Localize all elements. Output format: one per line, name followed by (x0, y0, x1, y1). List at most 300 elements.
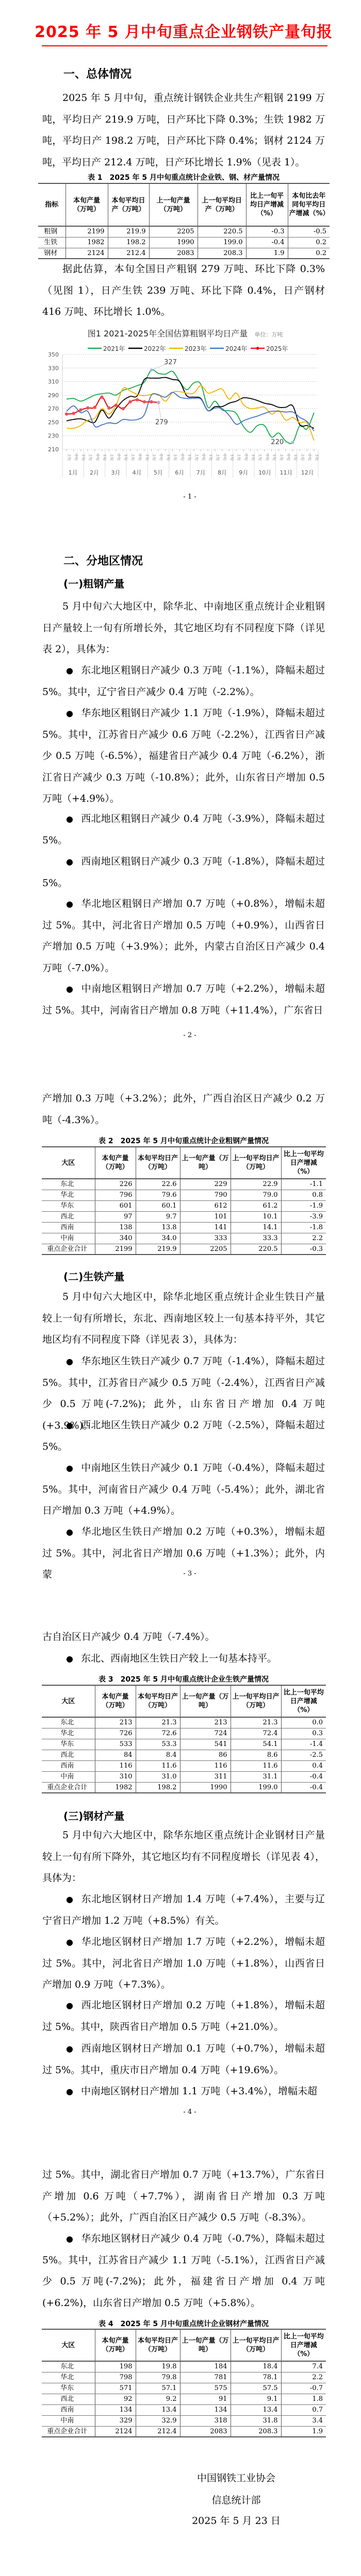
column-header: 本旬平均日产（万吨） (136, 1147, 180, 1179)
steel-bullet-central-south-cont: 过 5%。其中，湖北省日产增加 0.7 万吨（+13.7%），广东省日产增加 0.6 万吨（+7.7%），湖南省日产增加 0.3 万吨（+5.2%）；此外，广西自治区日产减少 0.5 万吨（-8.3%）。 (42, 2169, 325, 2223)
y-tick-label: 290 (48, 392, 59, 399)
table-header-row (42, 1147, 326, 1179)
x-tick-label: 中旬 (265, 453, 269, 461)
value-cell: 2205 (149, 226, 198, 237)
data-point (72, 412, 75, 415)
table-header-row (42, 2329, 326, 2361)
value-cell: 72.4 (231, 1728, 281, 1739)
value-cell: 10.1 (231, 1211, 281, 1222)
bullet-icon (66, 1889, 81, 1910)
value-cell: 0.8 (281, 1190, 326, 1200)
signature-date: 2025 年 5 月 23 日 (192, 2515, 281, 2527)
bullet-icon (66, 1521, 81, 1543)
chart-title: 图1 2021-2025年全国估算粗钢平均日产量 (87, 329, 248, 338)
value-cell: 1990 (149, 237, 198, 248)
bullet-icon (66, 1458, 81, 1479)
bullet-text: 华北地区生铁日产增加 0.2 万吨（+0.3%），增幅未超过 5%。其中，河北省日产增加 0.6 万吨（+1.3%）；此外，内蒙 (42, 1526, 325, 1580)
bullet-icon (66, 1648, 81, 1670)
legend-label: 2024年 (225, 345, 248, 352)
title-divider (42, 45, 327, 46)
row-label-cell: 华北 (42, 2372, 95, 2383)
table4-caption: 表 4 2025 年 5 月中旬重点统计企业钢材产量情况 (99, 2320, 269, 2328)
value-cell: 79.6 (136, 1190, 180, 1200)
value-cell: -0.5 (288, 226, 330, 237)
bullet-text: 西北地区粗钢日产减少 0.4 万吨（-3.9%），降幅未超过 5%。 (42, 813, 325, 846)
value-cell: 220.5 (231, 1244, 281, 1255)
value-cell: 14.1 (231, 1222, 281, 1233)
annotation-point (291, 441, 294, 444)
value-cell: 1982 (95, 1782, 136, 1793)
x-tick-label: 中旬 (201, 453, 206, 461)
value-cell: 97 (95, 1211, 136, 1222)
column-header: 上一旬产量（万吨） (180, 2329, 231, 2361)
row-label-cell: 中南 (42, 2415, 95, 2426)
crude-bullet-north (42, 893, 325, 979)
value-cell: 318 (180, 2415, 231, 2426)
iron-intro: 5 月中旬六大地区中，除华北地区重点统计企业生铁日产量较上一旬有所增长，东北、西南地区较上一旬基本持平外，其它地区均有不同程度下降（详见表 3），具体为： (42, 1291, 325, 1345)
data-point (93, 405, 96, 409)
value-cell: 19.8 (136, 2361, 180, 2372)
bullet-text: 东北地区粗钢日产减少 0.3 万吨（-1.1%），降幅未超过 5%。其中，辽宁省日产减少 0.4 万吨（-2.2%）。 (42, 665, 325, 698)
crude-bullet-east (42, 703, 325, 810)
value-cell: 53.3 (136, 1739, 180, 1750)
value-cell: 198.2 (108, 237, 149, 248)
table-row (42, 1750, 326, 1760)
column-header: 比上一旬平均日产增减（%） (281, 1685, 326, 1717)
table-row (42, 2404, 326, 2415)
row-label-cell: 华东 (42, 1200, 95, 1211)
column-header: 本旬比去年同旬平均日产增减（%） (288, 183, 330, 226)
crude-steel-daily-output-chart (0, 319, 361, 484)
overview-paragraph: 2025 年 5 月中旬，重点统计钢铁企业共生产粗钢 2199 万吨，平均日产 219.9 万吨，日产环比下降 0.3%；生铁 1982 万吨，平均日产 198.2 万吨，日产环比下降 0.4%；钢材 2124 万吨，平均日产 212.4 万吨，日产环比增长 1.9%（见表 1）。 (42, 92, 325, 168)
table-row (42, 1782, 326, 1793)
data-point (121, 407, 124, 410)
row-label-cell: 中南 (42, 1233, 95, 1244)
value-cell: 13.4 (136, 2404, 180, 2415)
table3-caption: 表 3 2025 年 5 月中旬重点统计企业生铁产量情况 (99, 1675, 269, 1684)
x-tick-label: 中旬 (95, 453, 100, 461)
value-cell: 612 (180, 1200, 231, 1211)
x-tick-label: 下旬 (166, 453, 170, 461)
data-point (79, 409, 82, 412)
annotation-point (157, 401, 160, 404)
row-label-cell: 钢材 (38, 248, 65, 259)
value-cell: 72.6 (136, 1728, 180, 1739)
section-heading-regional: 二、分地区情况 (63, 555, 143, 568)
value-cell: 11.6 (231, 1760, 281, 1771)
bullet-text: 中南地区粗钢日产增加 0.7 万吨（+2.2%），增幅未超过 5%。其中，河南省日产增加 0.8 万吨（+11.4%），广东省日 (42, 983, 325, 1016)
value-cell: 2083 (149, 248, 198, 259)
table2-caption: 表 2 2025 年 5 月中旬重点统计企业粗钢产量情况 (99, 1137, 269, 1145)
value-cell: -0.3 (246, 226, 288, 237)
value-cell: 533 (95, 1739, 136, 1750)
value-cell: 2124 (65, 248, 108, 259)
x-tick-label: 下旬 (187, 453, 192, 461)
value-cell: 198 (95, 2361, 136, 2372)
x-tick-label: 下旬 (272, 453, 276, 461)
table-row (42, 1179, 326, 1190)
annotation-leader (158, 402, 161, 418)
value-cell: 213 (95, 1717, 136, 1728)
x-tick-label: 下旬 (314, 453, 319, 461)
value-cell: 0.2 (288, 237, 330, 248)
value-cell: 0.4 (281, 1760, 326, 1771)
subheading-steel-products: (三)钢材产量 (63, 1810, 125, 1822)
column-header: 本旬产量（万吨） (95, 1147, 136, 1179)
annotation-label: 327 (164, 359, 177, 367)
value-cell: 575 (180, 2383, 231, 2394)
bullet-icon (66, 660, 81, 682)
table-overall-output (38, 183, 330, 259)
x-tick-label: 中旬 (116, 453, 121, 461)
annotation-point (150, 368, 153, 371)
value-cell: 21.3 (136, 1717, 180, 1728)
column-header: 上一旬平均日产（万吨） (231, 1147, 281, 1179)
value-cell: 541 (180, 1739, 231, 1750)
bullet-text: 西南地区粗钢日产减少 0.3 万吨（-1.8%），降幅未超过 5%。 (42, 856, 325, 889)
value-cell: 229 (180, 1179, 231, 1190)
x-tick-label: 上旬 (173, 453, 177, 461)
bullet-text: 西北地区生铁日产减少 0.2 万吨（-2.5%），降幅未超过 5%。 (42, 1419, 325, 1452)
table-row (42, 2415, 326, 2426)
x-tick-label: 上旬 (215, 453, 220, 461)
value-cell: 9.7 (136, 1211, 180, 1222)
table1-caption: 表 1 2025 年 5 月中旬重点统计企业铁、钢、材产量情况 (88, 174, 280, 182)
table-row (42, 2361, 326, 2372)
value-cell: 79.0 (231, 1190, 281, 1200)
row-label-cell: 东北 (42, 1179, 95, 1190)
x-tick-label: 中旬 (286, 453, 291, 461)
x-tick-label: 中旬 (159, 453, 163, 461)
y-tick-label: 330 (48, 365, 59, 372)
value-cell: 798 (95, 2372, 136, 2383)
value-cell: 7.4 (281, 2361, 326, 2372)
data-point (107, 406, 110, 410)
value-cell: 2199 (95, 1244, 136, 1255)
value-cell: 2.2 (281, 1233, 326, 1244)
row-label-cell: 华北 (42, 1190, 95, 1200)
iron-bullet-north-cont: 古自治区日产减少 0.4 万吨（-7.4%）。 (42, 1631, 215, 1642)
value-cell: 11.6 (136, 1760, 180, 1771)
x-tick-label: 中旬 (222, 453, 227, 461)
month-label: 2月 (89, 469, 99, 476)
legend-label: 2022年 (144, 345, 166, 352)
value-cell: 199.0 (231, 1782, 281, 1793)
report-title: 2025 年 5 月中旬重点企业钢铁产量旬报 (35, 23, 333, 41)
value-cell: 213 (180, 1717, 231, 1728)
row-label-cell: 重点企业合计 (42, 2426, 95, 2437)
value-cell: 60.1 (136, 1200, 180, 1211)
table-row (42, 2426, 326, 2437)
crude-bullet-central-south (42, 978, 325, 1021)
value-cell: 208.3 (198, 248, 246, 259)
bullet-icon (66, 1415, 81, 1436)
value-cell: 726 (95, 1728, 136, 1739)
month-label: 11月 (280, 469, 293, 476)
value-cell: 138 (95, 1222, 136, 1233)
x-tick-label: 中旬 (307, 453, 312, 461)
row-label-cell: 中南 (42, 1771, 95, 1782)
row-label-cell: 西北 (42, 1750, 95, 1760)
row-label-cell: 西南 (42, 1760, 95, 1771)
table-header-row (42, 1685, 326, 1717)
bullet-icon (66, 2228, 81, 2250)
steel-bullet-northeast (42, 1889, 325, 1931)
x-tick-label: 上旬 (194, 453, 199, 461)
bullet-text: 华北地区钢材日产增加 1.7 万吨（+2.2%），增幅未超过 5%。其中，河北省日产增加 1.0 万吨（+1.8%），山西省日产增加 0.9 万吨（+7.3%）。 (42, 1936, 325, 1990)
bullet-icon (66, 703, 81, 724)
y-tick-label: 210 (48, 446, 59, 453)
value-cell: 1982 (65, 237, 108, 248)
bullet-text: 西南地区钢材日产增加 0.1 万吨（+0.7%），增幅未超过 5%。其中，重庆市日产增加 0.4 万吨（+19.6%）。 (42, 2043, 325, 2076)
page-number: - 3 - (183, 1570, 196, 1578)
row-label-cell: 东北 (42, 1717, 95, 1728)
value-cell: 57.5 (231, 2383, 281, 2394)
legend-label: 2025年 (266, 345, 288, 352)
table-pig-iron-by-region (42, 1685, 326, 1793)
value-cell: 1.8 (281, 2394, 326, 2404)
x-tick-label: 下旬 (229, 453, 234, 461)
value-cell: 33.3 (231, 1233, 281, 1244)
column-header: 上一旬平均日产（万吨） (231, 1685, 281, 1717)
value-cell: 84 (95, 1750, 136, 1760)
bullet-text: 西北地区钢材日产增加 0.2 万吨（+1.8%），增幅未超过 5%。其中，陕西省日产增加 0.5 万吨（+21.0%）。 (42, 1999, 325, 2032)
value-cell: 2199 (65, 226, 108, 237)
value-cell: 2.2 (281, 2372, 326, 2383)
month-label: 12月 (301, 469, 314, 476)
table-row (42, 1728, 326, 1739)
value-cell: 212.4 (108, 248, 149, 259)
bullet-icon (66, 2081, 81, 2103)
row-label-cell: 华北 (42, 1728, 95, 1739)
x-tick-label: 下旬 (144, 453, 149, 461)
data-point (114, 403, 118, 406)
value-cell: 310 (95, 1771, 136, 1782)
column-header: 本旬平均日产（万吨） (136, 2329, 180, 2361)
column-header: 本旬产量（万吨） (95, 1685, 136, 1717)
bullet-text: 华东地区生铁日产减少 0.7 万吨（-1.4%），降幅未超过 5%。其中，江苏省日产减少 0.5 万吨（-2.4%），江西省日产减少 0.5 万吨(-7.2%)；此外，山东省日产增加 0.4 万吨(+3.9%)。 (42, 1355, 325, 1431)
value-cell: 2083 (180, 2426, 231, 2437)
value-cell: -1.4 (281, 1739, 326, 1750)
value-cell: 724 (180, 1728, 231, 1739)
page-number: - 2 - (183, 1031, 196, 1039)
table-row (42, 1190, 326, 1200)
x-tick-label: 中旬 (74, 453, 78, 461)
steel-intro: 5 月中旬六大地区中，除华东地区重点统计企业钢材日产量较上一旬有所下降外，其它地区均有不同程度增长（详见表 4），具体为： (42, 1829, 325, 1884)
value-cell: 199.0 (198, 237, 246, 248)
value-cell: 22.9 (231, 1179, 281, 1190)
value-cell: 226 (95, 1179, 136, 1190)
table-row (42, 1222, 326, 1233)
column-header: 比上一旬平均日产增减（%） (281, 1147, 326, 1179)
value-cell: 134 (95, 2404, 136, 2415)
legend-label: 2021年 (103, 345, 125, 352)
x-tick-label: 上旬 (67, 453, 71, 461)
steel-bullet-north (42, 1931, 325, 1996)
table-row (42, 1211, 326, 1222)
value-cell: 2124 (95, 2426, 136, 2437)
x-tick-label: 中旬 (180, 453, 185, 461)
value-cell: 1.9 (281, 2426, 326, 2437)
month-label: 10月 (258, 469, 272, 476)
value-cell: 78.1 (231, 2372, 281, 2383)
value-cell: 21.3 (231, 1717, 281, 1728)
row-label-cell: 华东 (42, 2383, 95, 2394)
table-row (42, 2372, 326, 2383)
x-tick-label: 上旬 (88, 453, 93, 461)
month-label: 5月 (153, 469, 163, 476)
section-heading-overview: 一、总体情况 (63, 68, 132, 81)
value-cell: 79.8 (136, 2372, 180, 2383)
value-cell: 86 (180, 1750, 231, 1760)
value-cell: 116 (180, 1760, 231, 1771)
x-tick-label: 下旬 (208, 453, 213, 461)
y-tick-label: 270 (48, 405, 59, 413)
x-tick-label: 下旬 (123, 453, 128, 461)
value-cell: 1990 (180, 1782, 231, 1793)
value-cell: 8.6 (231, 1750, 281, 1760)
table-row (42, 1760, 326, 1771)
series-line-2022年 (67, 378, 314, 429)
iron-bullet-central-south (42, 1458, 325, 1522)
value-cell: 601 (95, 1200, 136, 1211)
value-cell: 340 (95, 1233, 136, 1244)
month-label: 7月 (196, 469, 206, 476)
bullet-icon (66, 1351, 81, 1372)
value-cell: 2205 (180, 1244, 231, 1255)
value-cell: -2.5 (281, 1750, 326, 1760)
value-cell: 22.6 (136, 1179, 180, 1190)
value-cell: 134 (180, 2404, 231, 2415)
column-header: 指标 (38, 183, 65, 226)
value-cell: -0.4 (246, 237, 288, 248)
value-cell: 1.9 (246, 248, 288, 259)
y-tick-label: 230 (48, 432, 59, 439)
legend-marker (256, 347, 259, 350)
bullet-text: 华东地区粗钢日产减少 1.1 万吨（-1.9%），降幅未超过 5%。其中，江苏省日产减少 0.6 万吨（-2.2%），江西省日产减少 0.5 万吨（-6.5%），福建省日产减少 0.4 万吨（-6.2%），浙江省日产减少 0.3 万吨（-10.8%）；此外，山东省日产增加 0.5 万吨（+4.9%）。 (42, 707, 325, 804)
value-cell: 92 (95, 2394, 136, 2404)
data-point (86, 406, 89, 410)
value-cell: 31.0 (136, 1771, 180, 1782)
column-header: 上一旬产量（万吨） (180, 1685, 231, 1717)
y-tick-label: 310 (48, 378, 59, 385)
column-header: 上一旬产量（万吨） (149, 183, 198, 226)
table-row (42, 2383, 326, 2394)
column-header: 大区 (42, 1685, 95, 1717)
row-label-cell: 重点企业合计 (42, 1782, 95, 1793)
value-cell: 790 (180, 1190, 231, 1200)
value-cell: 8.4 (136, 1750, 180, 1760)
value-cell: 31.8 (231, 2415, 281, 2426)
column-header: 本旬产量（万吨） (65, 183, 108, 226)
subheading-pig-iron: (二)生铁产量 (63, 1270, 125, 1283)
row-label-cell: 西北 (42, 2394, 95, 2404)
bullet-text: 华北地区粗钢日产增加 0.7 万吨（+0.8%），增幅未超过 5%。其中，河北省日产增加 0.5 万吨（+0.9%），山西省日产增加 0.5 万吨（+3.9%）；此外，内蒙古自治区日产减少 0.4 万吨（-7.0%）。 (42, 898, 325, 974)
column-header: 比上一旬平均日产增减（%） (246, 183, 288, 226)
steel-bullet-east (42, 2228, 325, 2314)
value-cell: -1.1 (281, 1179, 326, 1190)
value-cell: -3.9 (281, 1211, 326, 1222)
value-cell: 781 (180, 2372, 231, 2383)
value-cell: 198.2 (136, 1782, 180, 1793)
month-label: 4月 (132, 469, 142, 476)
x-tick-label: 上旬 (258, 453, 262, 461)
value-cell: 31.1 (231, 1771, 281, 1782)
value-cell: 212.4 (136, 2426, 180, 2437)
value-cell: 13.4 (231, 2404, 281, 2415)
data-point (128, 400, 132, 403)
bullet-text: 东北、西南地区生铁日产较上一旬基本持平。 (81, 1653, 277, 1664)
chart-unit: 单位：万吨 (254, 331, 283, 338)
column-header: 上一旬平均日产（万吨） (198, 183, 246, 226)
crude-bullet-southwest (42, 851, 325, 894)
row-label-cell: 粗钢 (38, 226, 65, 237)
value-cell: 329 (95, 2415, 136, 2426)
crude-bullet-central-south-cont: 产增加 0.3 万吨（+3.2%）；此外，广西自治区日产减少 0.2 万吨（-4.3%）。 (42, 1093, 325, 1126)
data-point (150, 400, 153, 403)
bullet-icon (66, 851, 81, 873)
row-label-cell: 西南 (42, 2404, 95, 2415)
signature-department: 信息统计部 (211, 2495, 261, 2506)
crude-bullet-northeast (42, 660, 325, 703)
value-cell: 61.2 (231, 1200, 281, 1211)
table-row (42, 1244, 326, 1255)
month-label: 1月 (68, 469, 78, 476)
value-cell: 18.4 (231, 2361, 281, 2372)
row-label-cell: 生铁 (38, 237, 65, 248)
row-label-cell: 东北 (42, 2361, 95, 2372)
y-tick-label: 250 (48, 419, 59, 426)
x-tick-label: 中旬 (243, 453, 248, 461)
month-label: 8月 (217, 469, 227, 476)
crude-bullet-northwest (42, 808, 325, 851)
value-cell: -0.4 (281, 1771, 326, 1782)
column-header: 上一旬平均日产（万吨） (231, 2329, 281, 2361)
table-row (38, 237, 330, 248)
column-header: 本旬平均日产（万吨） (136, 1685, 180, 1717)
row-label-cell: 西南 (42, 1222, 95, 1233)
bullet-icon (66, 978, 81, 1000)
column-header: 大区 (42, 2329, 95, 2361)
legend-label: 2023年 (185, 345, 207, 352)
row-label-cell: 华东 (42, 1739, 95, 1750)
table-header-row (38, 183, 330, 226)
column-header: 本旬产量（万吨） (95, 2329, 136, 2361)
value-cell: 208.3 (231, 2426, 281, 2437)
value-cell: 54.1 (231, 1739, 281, 1750)
value-cell: -1.9 (281, 1200, 326, 1211)
table-steel-products-by-region (42, 2329, 326, 2437)
row-label-cell: 西北 (42, 1211, 95, 1222)
steel-bullet-central-south (42, 2081, 325, 2103)
column-header: 比上一旬平均日产增减（%） (281, 2329, 326, 2361)
value-cell: 571 (95, 2383, 136, 2394)
bullet-text: 东北地区钢材日产增加 1.4 万吨（+7.4%），主要与辽宁省日产增加 1.2 万吨（+8.5%）有关。 (42, 1893, 325, 1926)
bullet-text: 中南地区钢材日产增加 1.1 万吨（+3.4%），增幅未超 (81, 2086, 317, 2097)
value-cell: 101 (180, 1211, 231, 1222)
bullet-icon (66, 1931, 81, 1953)
page-number: - 1 - (183, 493, 196, 501)
bullet-text: 华东地区钢材日产减少 0.4 万吨（-0.7%），降幅未超过 5%。其中，江苏省日产减少 1.1 万吨（-5.1%），江西省日产减少 0.5 万吨(-7.2%)；此外，福建省日产增加 0.4 万吨(+6.2%)，山东省日产增加 0.5 万吨（+5.8%）。 (42, 2233, 325, 2309)
x-tick-label: 上旬 (130, 453, 135, 461)
annotation-label: 220 (271, 438, 284, 446)
crude-intro: 5 月中旬六大地区中，除华北、中南地区重点统计企业粗钢日产量较上一旬有所增长外，其它地区均有不同程度下降（详见表 2），具体为： (42, 601, 325, 655)
table-row (42, 2394, 326, 2404)
table-row (38, 226, 330, 237)
estimate-paragraph: 据此估算，本旬全国日产粗钢 279 万吨、环比下降 0.3%（见图 1），日产生铁 239 万吨、环比下降 0.4%，日产钢材 416 万吨、环比增长 1.0%。 (42, 263, 325, 317)
month-label: 9月 (239, 469, 249, 476)
subheading-crude-steel: (一)粗钢产量 (63, 578, 125, 590)
